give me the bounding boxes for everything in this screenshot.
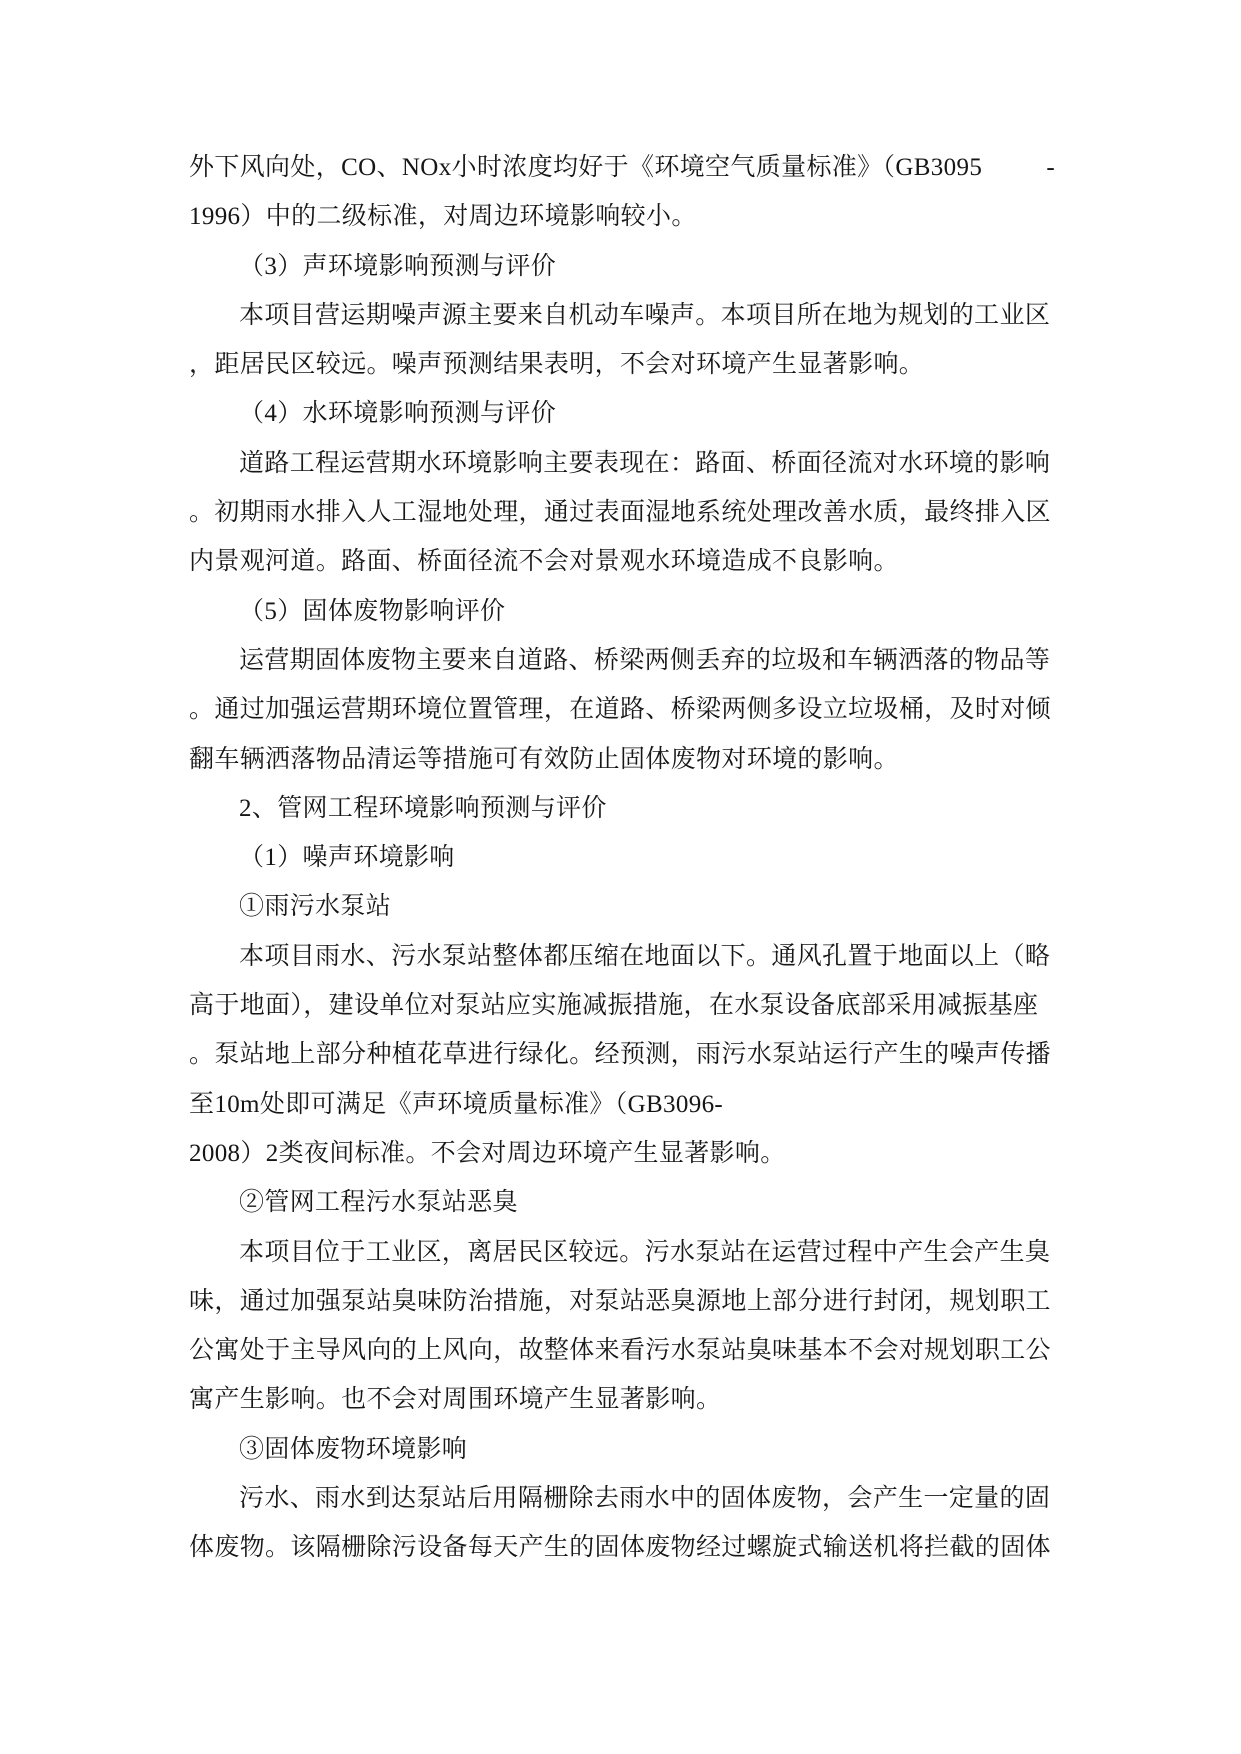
paragraph-line: 内景观河道。路面、桥面径流不会对景观水环境造成不良影响。 <box>189 548 899 576</box>
paragraph-line: 。通过加强运营期环境位置管理，在道路、桥梁两侧多设立垃圾桶，及时对倾 <box>189 696 1051 724</box>
paragraph-line: 本项目位于工业区，离居民区较远。污水泵站在运营过程中产生会产生臭 <box>239 1238 1051 1266</box>
paragraph-line: 寓产生影响。也不会对周围环境产生显著影响。 <box>189 1386 722 1414</box>
paragraph-line: 本项目雨水、污水泵站整体都压缩在地面以下。通风孔置于地面以上（略 <box>239 942 1051 970</box>
paragraph-line: 体废物。该隔栅除污设备每天产生的固体废物经过螺旋式输送机将拦截的固体 <box>189 1534 1051 1562</box>
paragraph-line: 。泵站地上部分种植花草进行绿化。经预测，雨污水泵站运行产生的噪声传播 <box>189 1041 1051 1069</box>
document-page <box>189 143 1055 1573</box>
paragraph-line: 1996）中的二级标准，对周边环境影响较小。 <box>189 203 697 231</box>
paragraph-line <box>189 143 1055 192</box>
item-heading-pump-station: ①雨污水泵站 <box>239 893 392 921</box>
paragraph-line: 道路工程运营期水环境影响主要表现在：路面、桥面径流对水环境的影响 <box>239 449 1051 477</box>
paragraph-line: 污水、雨水到达泵站后用隔栅除去雨水中的固体废物，会产生一定量的固 <box>239 1485 1051 1513</box>
section-heading-noise: （3）声环境影响预测与评价 <box>239 252 557 280</box>
paragraph-line: 翻车辆洒落物品清运等措施可有效防止固体废物对环境的影响。 <box>189 745 899 773</box>
subsection-heading-noise: （1）噪声环境影响 <box>239 844 455 872</box>
section-heading-water: （4）水环境影响预测与评价 <box>239 400 557 428</box>
paragraph-line: 。初期雨水排入人工湿地处理，通过表面湿地系统处理改善水质，最终排入区 <box>189 499 1051 527</box>
section-heading-solid-waste: （5）固体废物影响评价 <box>239 597 506 625</box>
paragraph-line: ，距居民区较远。噪声预测结果表明，不会对环境产生显著影响。 <box>189 351 925 379</box>
paragraph-line: 味，通过加强泵站臭味防治措施，对泵站恶臭源地上部分进行封闭，规划职工 <box>189 1287 1051 1315</box>
section-heading-pipe-network: 2、管网工程环境影响预测与评价 <box>239 794 607 822</box>
paragraph-line-text: 外下风向处，CO、NOx小时浓度均好于《环境空气质量标准》（GB3095 <box>189 154 983 181</box>
item-heading-odor: ②管网工程污水泵站恶臭 <box>239 1189 518 1217</box>
paragraph-line: 运营期固体废物主要来自道路、桥梁两侧丢弃的垃圾和车辆洒落的物品等 <box>239 646 1051 674</box>
paragraph-line: 2008）2类夜间标准。不会对周边环境产生显著影响。 <box>189 1139 786 1167</box>
line-end-hyphen: - <box>1046 154 1055 181</box>
paragraph-line: 高于地面），建设单位对泵站应实施减振措施，在水泵设备底部采用减振基座 <box>189 992 1039 1020</box>
item-heading-solid-waste: ③固体废物环境影响 <box>239 1435 468 1463</box>
paragraph-line: 公寓处于主导风向的上风向，故整体来看污水泵站臭味基本不会对规划职工公 <box>189 1337 1051 1365</box>
paragraph-line: 至10m处即可满足《声环境质量标准》（GB3096- <box>189 1090 724 1118</box>
paragraph-line: 本项目营运期噪声源主要来自机动车噪声。本项目所在地为规划的工业区 <box>239 301 1051 329</box>
